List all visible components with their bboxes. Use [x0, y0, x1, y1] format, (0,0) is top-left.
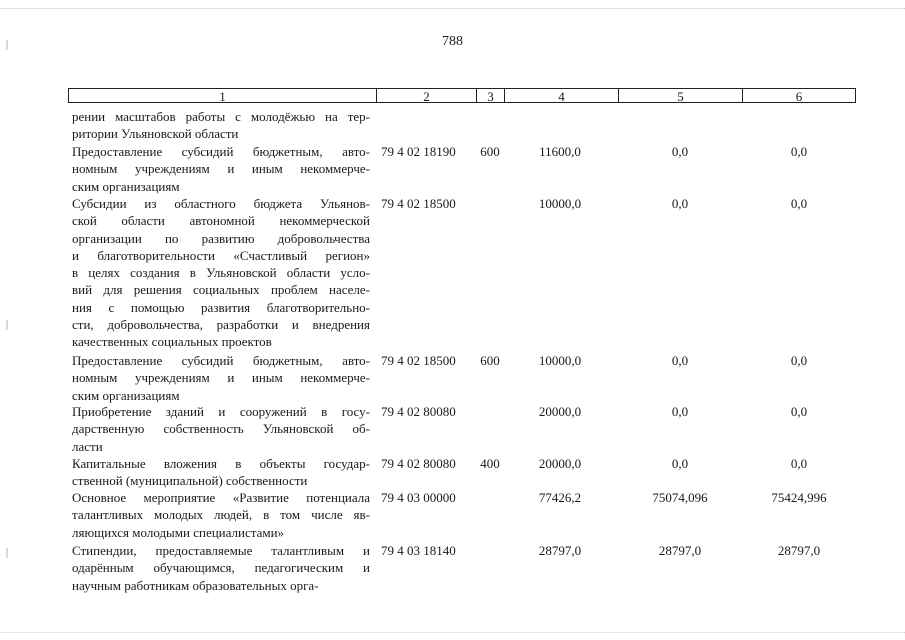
description-line: ственной (муниципальной) собственности	[72, 473, 308, 489]
description-line: дарственную собственность Ульяновской об-	[72, 421, 370, 437]
row-description	[72, 352, 370, 404]
row-expense-type: 600	[480, 144, 500, 159]
description-line: Основное мероприятие «Развитие потенциала	[72, 490, 370, 505]
row-description	[72, 489, 370, 541]
row-value-col6: 75424,996	[771, 490, 827, 505]
row-value-col5: 75074,096	[652, 490, 708, 505]
row-code: 79 4 03 18140	[381, 543, 456, 558]
row-expense-type: 400	[480, 456, 500, 471]
scan-margin-mark	[6, 548, 8, 558]
description-line: Субсидии из областного бюджета Ульянов-	[72, 196, 370, 211]
row-value-col6: 0,0	[790, 404, 808, 419]
description-line: Предоставление субсидий бюджетным, авто-	[72, 144, 370, 159]
row-description	[72, 542, 370, 594]
row-code: 79 4 03 00000	[381, 490, 456, 505]
description-line: Предоставление субсидий бюджетным, авто-	[72, 353, 370, 368]
row-value-col5: 28797,0	[658, 543, 702, 558]
row-code: 79 4 02 18500	[381, 196, 456, 211]
description-line: одарённым обучающимся, педагогическим и	[72, 560, 370, 576]
row-description	[72, 143, 370, 195]
row-code: 79 4 02 80080	[381, 404, 456, 419]
header-col-5: 5	[618, 88, 742, 103]
row-code: 79 4 02 18190	[381, 144, 456, 159]
row-value-col4: 20000,0	[538, 456, 582, 471]
row-value-col6: 0,0	[790, 456, 808, 471]
row-value-col6: 28797,0	[777, 543, 821, 558]
description-line: ласти	[72, 438, 103, 454]
row-expense-type: 600	[480, 353, 500, 368]
row-value-col4: 10000,0	[538, 196, 582, 211]
scan-margin-mark	[6, 40, 8, 50]
row-description	[72, 108, 370, 143]
scan-margin-mark	[6, 320, 8, 330]
description-line: рении масштабов работы с молодёжью на тер-	[72, 109, 370, 124]
row-value-col6: 0,0	[790, 353, 808, 368]
row-value-col4: 77426,2	[538, 490, 582, 505]
scan-top-border	[0, 8, 905, 9]
description-line: качественных социальных проектов	[72, 334, 272, 350]
row-value-col4: 20000,0	[538, 404, 582, 419]
row-value-col5: 0,0	[671, 196, 689, 211]
row-value-col5: 0,0	[671, 353, 689, 368]
description-line: талантливых молодых людей, в том числе яв-	[72, 507, 370, 523]
header-col-1: 1	[68, 88, 376, 103]
description-line: Стипендии, предоставляемые талантливым и	[72, 543, 370, 558]
row-value-col5: 0,0	[671, 404, 689, 419]
row-code: 79 4 02 80080	[381, 456, 456, 471]
description-line: в целях создания в Ульяновской области усло-	[72, 265, 370, 281]
row-value-col5: 0,0	[671, 144, 689, 159]
row-value-col6: 0,0	[790, 144, 808, 159]
row-value-col4: 10000,0	[538, 353, 582, 368]
row-value-col4: 28797,0	[538, 543, 582, 558]
description-line: ским организациям	[72, 178, 180, 194]
row-description	[72, 195, 370, 351]
row-code: 79 4 02 18500	[381, 353, 456, 368]
description-line: ритории Ульяновской области	[72, 126, 239, 142]
header-col-2: 2	[376, 88, 476, 103]
description-line: ния с помощью развития благотворительно-	[72, 299, 370, 315]
description-line: Приобретение зданий и сооружений в госу-	[72, 404, 370, 419]
row-value-col4: 11600,0	[539, 144, 581, 159]
page-number: 788	[442, 34, 463, 49]
header-col-6: 6	[742, 88, 856, 103]
description-line: ским организациям	[72, 387, 180, 403]
scan-bottom-border	[0, 632, 905, 633]
header-col-4: 4	[504, 88, 618, 103]
table-header-row	[0, 88, 905, 104]
description-line: вий для решения социальных проблем населе-	[72, 282, 370, 298]
description-line: сти, добровольчества, разработки и внедрения	[72, 317, 370, 333]
header-col-3: 3	[476, 88, 504, 103]
description-line: Капитальные вложения в объекты государ-	[72, 456, 370, 471]
description-line: научным работникам образовательных орга-	[72, 577, 319, 593]
description-line: организации по развитию добровольчества	[72, 230, 370, 246]
row-description	[72, 455, 370, 490]
description-line: номным учреждениям и иным некоммерче-	[72, 161, 370, 177]
description-line: ляющихся молодыми специалистами»	[72, 524, 285, 540]
row-description	[72, 403, 370, 455]
row-value-col6: 0,0	[790, 196, 808, 211]
description-line: и благотворительности «Счастливый регион»	[72, 247, 370, 263]
description-line: ской области автономной некоммерческой	[72, 213, 370, 229]
description-line: номным учреждениям и иным некоммерче-	[72, 370, 370, 386]
row-value-col5: 0,0	[671, 456, 689, 471]
